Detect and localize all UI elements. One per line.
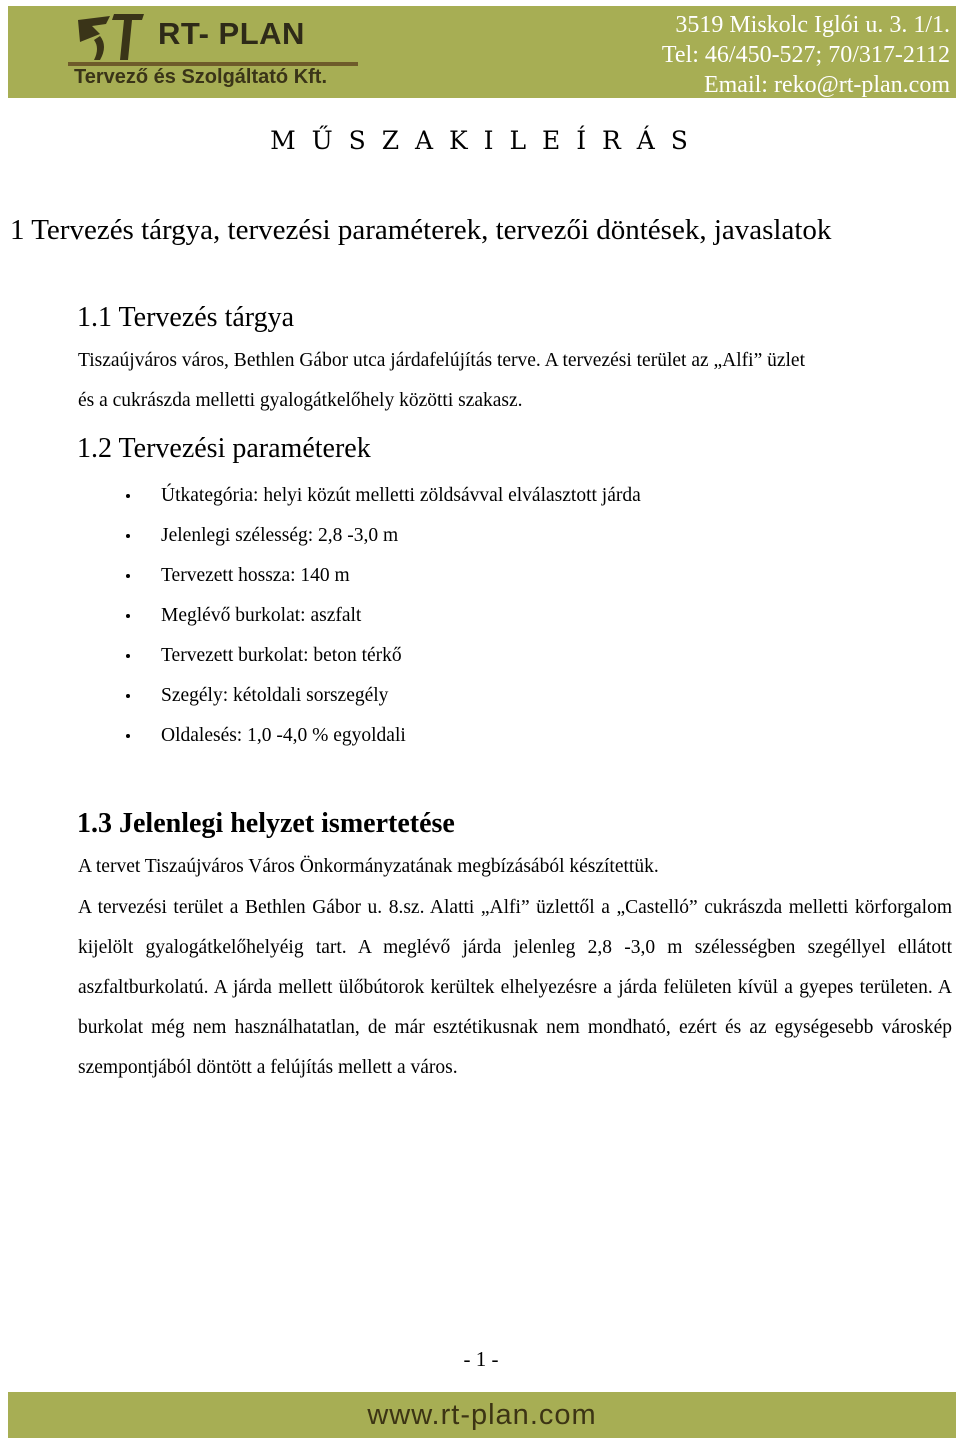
- bullet-icon: [126, 614, 130, 618]
- section-1-3-paragraph: A tervezési terület a Bethlen Gábor u. 8.sz. Alatti „Alfi” üzlettől a „Castelló” cukrászda melletti körforgalom kijelölt gyalogátkelőhelyéig tart. A meglévő járda jelenleg 2,8 -3,0 m szélességben szegéllyel ellátott aszfaltburkolatú. A járda mellett ülőbútorok kerültek elhelyezésre a járda felületen kívül a gyepes területen. A burkolat még nem használhatatlan, de már esztétikusnak nem mondható, ezért és az egységesebb városkép szempontjából döntött a felújítás mellett a város.: [78, 897, 952, 1078]
- section-1-1-heading: 1.1 Tervezés tárgya: [77, 302, 295, 333]
- contact-info: [662, 10, 950, 100]
- section-1-1-line-2: és a cukrászda melletti gyalogátkelőhely közötti szakasz.: [78, 390, 523, 411]
- list-item-text: Tervezett hossza: 140 m: [161, 565, 350, 586]
- parameter-list: [124, 478, 641, 758]
- company-logo: [8, 6, 368, 98]
- rt-logo-icon: [70, 12, 150, 68]
- list-item-text: Jelenlegi szélesség: 2,8 -3,0 m: [161, 525, 399, 546]
- address-text: 3519 Miskolc Iglói u. 3. 1/1.: [675, 12, 950, 38]
- list-item: [124, 638, 641, 678]
- bullet-icon: [126, 534, 130, 538]
- list-item: [124, 718, 641, 758]
- list-item-text: Útkategória: helyi közút melletti zöldsávval elválasztott járda: [161, 485, 641, 506]
- footer-bar: [8, 1392, 956, 1438]
- list-item: [124, 518, 641, 558]
- section-1-heading: 1 Tervezés tárgya, tervezési paraméterek, tervezői döntések, javaslatok: [10, 214, 832, 246]
- list-item: [124, 558, 641, 598]
- list-item: [124, 678, 641, 718]
- bullet-icon: [126, 574, 130, 578]
- list-item-text: Oldalesés: 1,0 -4,0 % egyoldali: [161, 725, 406, 746]
- section-1-3-line-1: A tervet Tiszaújváros Város Önkormányzatának megbízásából készítettük.: [78, 856, 659, 877]
- letterhead: [8, 6, 956, 98]
- list-item-text: Meglévő burkolat: aszfalt: [161, 605, 362, 626]
- section-1-1-line-1: Tiszaújváros város, Bethlen Gábor utca járdafelújítás terve. A tervezési terület az „Alfi” üzlet: [78, 350, 806, 371]
- bullet-icon: [126, 694, 130, 698]
- section-1-3-heading: 1.3 Jelenlegi helyzet ismertetése: [77, 808, 455, 839]
- page-number: - 1 -: [463, 1347, 499, 1371]
- bullet-icon: [126, 654, 130, 658]
- list-item: [124, 478, 641, 518]
- email-text: Email: reko@rt-plan.com: [703, 72, 950, 98]
- section-1-2-heading: 1.2 Tervezési paraméterek: [77, 433, 371, 464]
- website-link[interactable]: www.rt-plan.com: [367, 1398, 597, 1431]
- list-item-text: Szegély: kétoldali sorszegély: [161, 685, 389, 706]
- list-item: [124, 598, 641, 638]
- bullet-icon: [126, 734, 130, 738]
- document-title: M Ű S Z A K I L E Í R Á S: [270, 126, 692, 155]
- company-name: RT- PLAN: [158, 16, 305, 51]
- company-subtitle: Tervező és Szolgáltató Kft.: [74, 66, 328, 88]
- bullet-icon: [126, 494, 130, 498]
- list-item-text: Tervezett burkolat: beton térkő: [161, 645, 402, 666]
- phone-text: Tel: 46/450-527; 70/317-2112: [661, 42, 950, 68]
